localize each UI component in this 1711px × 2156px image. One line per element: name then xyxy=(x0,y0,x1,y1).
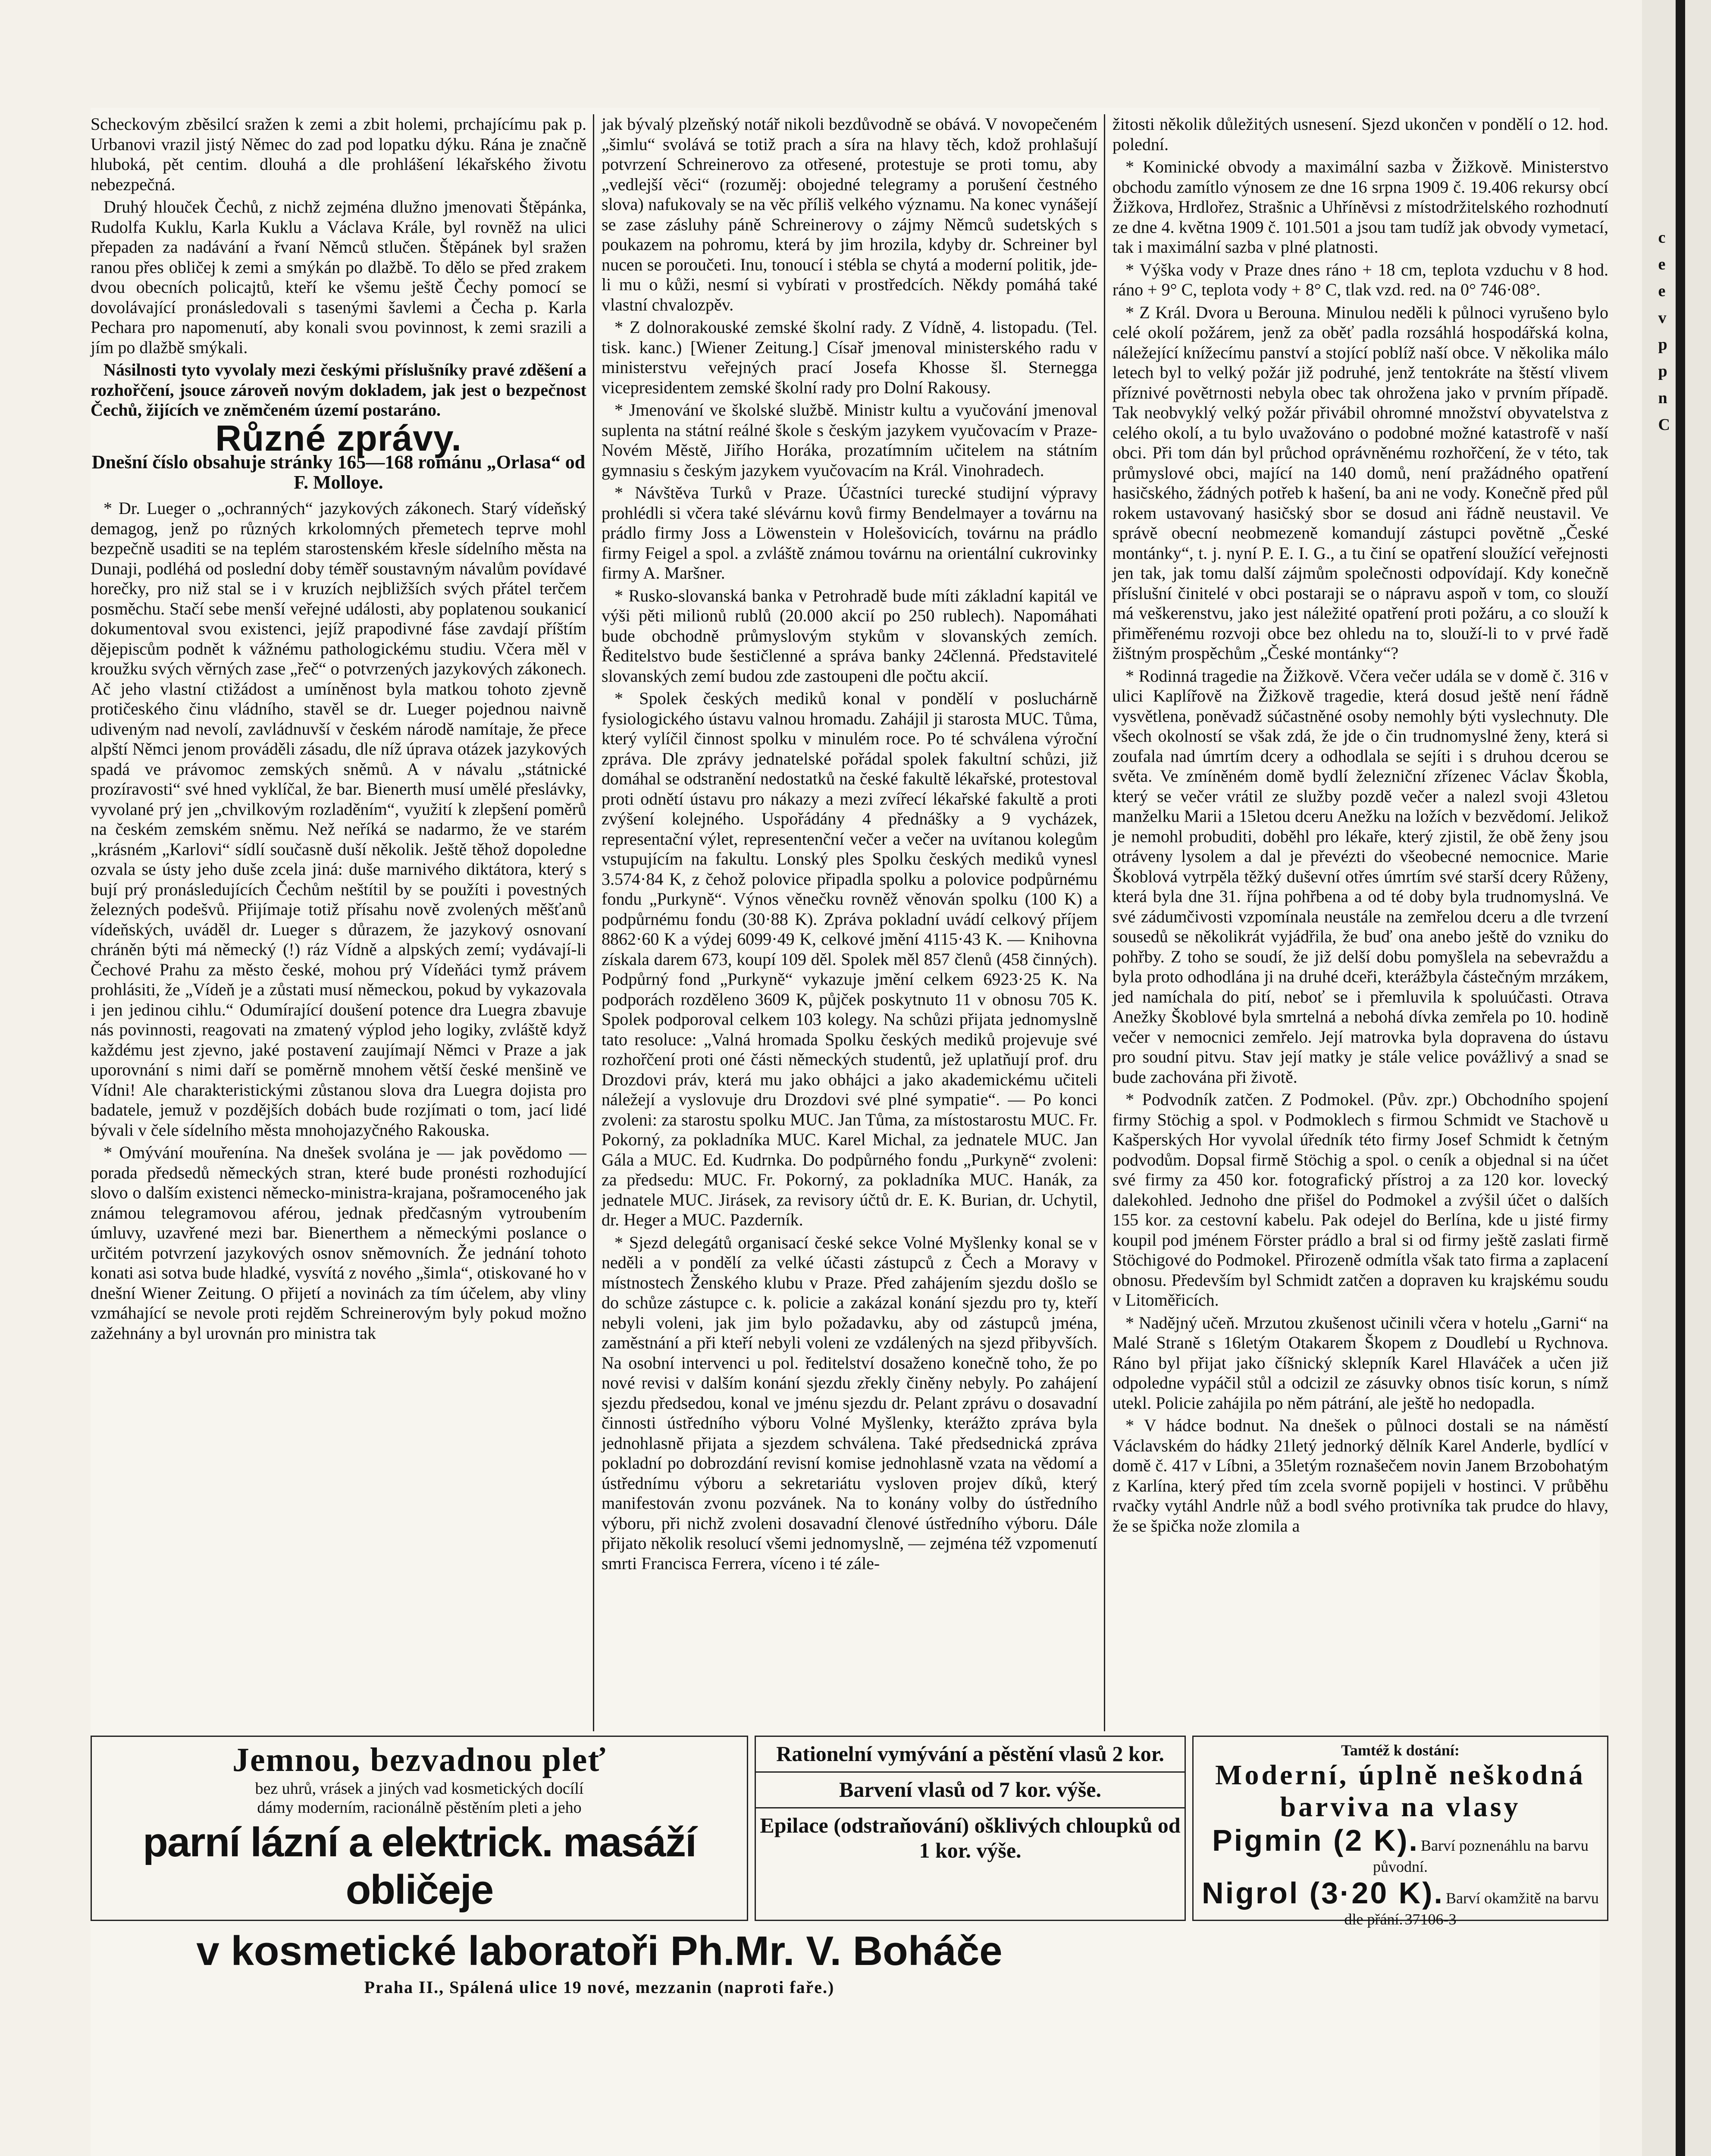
advertisement-block xyxy=(91,1736,1608,1928)
column-divider xyxy=(593,114,594,1731)
ad-text: dámy moderním, racionálně pěstěním pleti a jeho xyxy=(257,1799,582,1817)
ad-title: Moderní, úplně neškodná barviva na vlasy xyxy=(1215,1759,1586,1823)
ad-text: Barví poznenáhlu na barvu původní. xyxy=(1373,1837,1589,1875)
edge-letter: e xyxy=(1658,255,1666,273)
article-paragraph: jak bývalý plzeňský notář nikoli bezdůvodně se obává. V novopečeném „šimlu“ svolává se totiž prach a síra na hlavy těch, kdož prohlašují potvrzení Schreinerovo za otřesené, protestuje se proti tomu, aby „vedlejší věci“ (rozuměj: obojedné telegramy a porušení čestného slova) nafukovaly se na věc příliš velkého významu. Na konec vynášejí se zase zásluhy páně Schreinerovy o zájmy Němců sudetských s poukazem na pohromu, která by jim hrozila, kdyby dr. Schreiner byl nucen se poroučeti. Inu, tonoucí i stébla se chytá a moderní politik, jde-li mu o kůži, nesmí si vybírati v prostředcích. Někdy pomáhá také vlastní chvalozpěv. xyxy=(602,114,1097,314)
article-paragraph: Druhý hlouček Čechů, z nichž zejména dlužno jmenovati Štěpánka, Rudolfa Kuklu, Karla Kuklu a Václava Krále, byl rovněž na ulici přepaden za nadávání a řvaní Němců stlučen. Štěpánek byl sražen ranou přes obličej k zemi a smýkán po dlažbě. To dělo se před zrakem dvou obecních policajtů, kteří ke všemu ještě Čechy pomocí se dovolávající pronásledovali s tasenými šavlemi a Čecha p. Karla Pechara pro napomenutí, aby konali svou povinnost, k zemi srazili a jím po dlažbě smýkali. xyxy=(91,197,586,357)
edge-letter: p xyxy=(1658,335,1667,354)
ad-product: Nigrol (3·20 K). xyxy=(1202,1876,1444,1910)
article-paragraph: * Sjezd delegátů organisací české sekce Volné Myšlenky konal se v neděli a v pondělí za velké účasti zástupců z Čech a Moravy v místnostech Ženského klubu v Praze. Před zahájením sjezdu došlo se do schůze zástupce c. k. policie a zakázal konání sjezdu pro ty, kteří nebyli voleni, jak jim bylo požadavku, aby od zástupců jména, zaměstnání a při kteří nebyli voleni ze vzdálených na sjezd přibyvších. Na osobní intervenci u pol. ředitelství dosaženo konečně toho, že po nové revisi v dalším konání sjezdu zřekly činěny nebyly. Po zahájení sjezdu předsedou, konal ve jménu sjezdu dr. Pelant zprávu o dosavadní činnosti ústředního výboru Volné Myšlenky, kterážto zpráva byla jednohlasně přijata a sjezdem schválena. Také předsednická zpráva pokladní po dobrozdání revisní komise jednohlasně vzata na vědomí a ústřednímu výboru a sekretariátu vysloven projev díků, který manifestován zvonu pozvánek. Na to konány volby do ústředního výboru, při nichž zvoleni dosavadní členové ústředního výboru. Dále přijato několik resolucí všemi jednomyslně, — zejména též vzpomenutí smrti Francisca Ferrera, víceno i té zále- xyxy=(602,1232,1097,1573)
article-paragraph: žitosti několik důležitých usnesení. Sjezd ukončen v pondělí o 12. hod. polední. xyxy=(1112,114,1608,154)
section-subheading: Dnešní číslo obsahuje stránky 165—168 románu „Orlasa“ od F. Molloye. xyxy=(91,451,586,493)
article-paragraph: * Omývání mouřenína. Na dnešek svolána je — jak povědomo — porada předsedů německých stran, které bude pronésti rozhodující slovo o dalším existenci německo-ministra-krajana, pošramoceného jak známou telegramovou aférou, jednak předčasným vytroubením úmluvy, uzavřené mezi bar. Bienerthem a německými poslance o určitém potvrzení jazykových osnov sněmovních. Že jednání tohoto konati asi sotva bude hladké, vysvítá z nového „šimla“, otiskované ho v dnešní Wiener Zeitung. O přijetí a novinách za tím účelem, aby vliny vzmáhající se nevole proti rejděm Schreinerovým byly pokud možno zažehnány a byl urovnán pro ministra tak xyxy=(91,1143,586,1343)
edge-letter: n xyxy=(1658,389,1667,407)
edge-letter: p xyxy=(1658,362,1667,380)
advertisement-hair-dye xyxy=(1192,1736,1608,1928)
article-paragraph: Scheckovým zběsilcí sražen k zemi a zbit holemi, prchajícímu pak p. Urbanovi vrazil jistý Němec do zad pod lopatku dýku. Rána je značně hluboká, pět centim. dlouhá a dle prohlášení lékařského životu nebezpečná. xyxy=(91,114,586,194)
ad-product: Pigmin (2 K). xyxy=(1212,1824,1419,1857)
ad-code: 37106-3 xyxy=(1404,1911,1457,1928)
article-paragraph: * Kominické obvody a maximální sazba v Žižkově. Ministerstvo obchodu zamítlo výnosem ze dne 16 srpna 1909 č. 19.406 rekursy obcí Žižkova, Hrdlořez, Strašnic a Uhříněvsi z místodržitelského rozhodnutí ze dne 4. května 1909 č. 101.501 a jsou tam tudíž jak obvody vymetací, tak i maximální sazba v plné platnosti. xyxy=(1112,157,1608,257)
article-paragraph: * Nadějný učeň. Mrzutou zkušenost učinili včera v hotelu „Garni“ na Malé Straně s 16letým Otakarem Škopem z Doudlebí u Rychnova. Ráno byl přijat jako číšnický sklepník Karel Hlaváček a učen již odpoledne vypáčil stůl a odcizil ze zásuvky obnos tisíc korun, s nímž utekl. Policie zahájila po něm pátrání, ale ještě ho nedopadla. xyxy=(1112,1313,1608,1413)
ad-footer-title: v kosmetické laboratoři Ph.Mr. V. Boháče xyxy=(196,1928,1003,1974)
binding-strip xyxy=(1676,0,1685,2156)
ad-text: Tamtéž k dostání: xyxy=(1341,1742,1460,1759)
column-divider xyxy=(1104,114,1105,1731)
column-2 xyxy=(602,114,1097,1576)
ad-divider xyxy=(756,1807,1185,1808)
ad-text: Barvení vlasů od 7 kor. výše. xyxy=(839,1777,1101,1802)
column-3 xyxy=(1112,114,1608,1539)
ad-footer-address: Praha II., Spálená ulice 19 nové, mezzanin (naproti faře.) xyxy=(364,1977,835,1997)
article-paragraph: * Jmenování ve školské službě. Ministr kultu a vyučování jmenoval suplenta na státní reálné škole s českým jazykem vyučovacím v Praze-Novém Městě, Jiřího Horáka, prozatímním učitelem na státním gymnasiu s českým jazykem vyučovacím na Král. Vinohradech. xyxy=(602,400,1097,480)
article-paragraph: * Návštěva Turků v Praze. Účastníci turecké studijní výpravy prohlédli si včera také slévárnu kovů firmy Bendelmayer a továrnu na prádlo firmy Joss a Löwenstein v Holešovicích, továrnu na prádlo firmy Feigel a spol. a zvláště známou továrnu na orientální cukrovinky firmy A. Maršner. xyxy=(602,483,1097,583)
article-paragraph: * Výška vody v Praze dnes ráno + 18 cm, teplota vzduchu v 8 hod. ráno + 9° C, teplota vody + 8° C, tlak vzd. red. na 0° 746·08°. xyxy=(1112,260,1608,299)
section-heading: Různé zprávy. xyxy=(215,417,462,458)
ad-text: Barví okamžitě na barvu dle přání. xyxy=(1344,1890,1599,1928)
article-paragraph: * Podvodník zatčen. Z Podmokel. (Pův. zpr.) Obchodního spojení firmy Stöchig a spol. v Podmoklech s firmou Schmidt ve Stachově u Kašperských Hor vyvolal úředník této firmy Josef Schmidt k četným podvodům. Dopsal firmě Stöchig a spol. o ceník a objednal si na účet své firmy za 450 kor. fotografický přístroj a za 120 kor. lovecký dalekohled. Jednoho dne přišel do Podmokel a zvýšil účet o dalších 155 kor. za cestovní kabelu. Pak odejel do Berlína, kde u jisté firmy koupil pod jménem Förster prádlo a bral si od firmy ještě zaslati firmě Stöchigové do Podmokel. Přirozeně odmítla však tato firma a zaplacení obnosu. Především byl Schmidt zatčen a dopraven ku krajskému soudu v Litoměřicích. xyxy=(1112,1090,1608,1310)
edge-letters xyxy=(1658,224,1670,438)
article-paragraph: * Rodinná tragedie na Žižkově. Včera večer udála se v domě č. 316 v ulici Kaplířově na Žižkově tragedie, která dosud ještě není řádně vysvětlena, poněvadž súčastněné osoby nemohly býti vyslechnuty. Dle všech okolností se však zdá, že jde o čin trudnomyslné ženy, která si zoufala nad úmrtím dcery a odhodlala se sejíti i s druhou dcerou se světa. Ve zmíněném domě bydlí železniční zřízenec Václav Škobla, který se večer vrátil ze služby pozdě večer a nalezl svoji 43letou manželku Marii a 15letou dceru Anežku na ložích v bezvědomí. Jelikož je nemohl probuditi, doběhl pro lékaře, který zjistil, že obě ženy jsou otráveny lysolem a dal je převézti do všeobecné nemocnice. Marie Škoblová vytrpěla těžký duševní otřes úmrtím své starší dcery Růženy, která byla dne 31. října pohřbena a od té doby byla trudnomyslná. Ve své zádumčivosti vzpomínala neustále na zemřelou dceru a dle tvrzení sousedů se několikrát vyjádřila, že buď ona anebo ještě do vzniku do pohřby. Z toho se soudí, že již delší dobu pomyšlela na sebevraždu a byla proto odhodlána ji na druhé dceři, kterážbyla částečným mrzákem, jed namíchala do pití, neboť se i přemluvila k spoluúčasti. Otrava Anežky Škoblové byla smrtelná a nebohá dívka zemřela po 10. hodině večer v nemocnici zemřelo. Její matrovka byla dopravena do ústavu pro soudní pitvu. Stav její matky je stále velice povážlivý a snad se bude zachována při životě. xyxy=(1112,666,1608,1087)
article-paragraph: * Dr. Lueger o „ochranných“ jazykových zákonech. Starý vídeňský demagog, jenž po různých krkolomných přemetech teprve mohl bezpečně usaditi se na teplém starostenském křesle sídelního města na Dunaji, podléhá od poslední doby téměř soustavným návalům povídavé horečky, pro niž stal se i v kruzích nejbližších svých přátel terčem posměchu. Stačí sebe menší veřejné události, aby poplatenou soukanicí dokumentoval svou existenci, jejíž prapodivné fáse zavdají příštím dějepiscům podnět k vážnému pathologickému studiu. Včera měl v kroužku svých věrných zase „řeč“ o potvrzených jazykových zákonech. Ač jeho vlastní ctižádost a umíněnost byla matkou tohoto zjevně protičeského činu vládního, stavěl se dr. Lueger pojednou naivně udiveným nad nevolí, zavládnuvší v českém národě namítaje, že přece alpští Němci jenom prováděli zásadu, dle níž úprava otázek jazykových spadá ve právomoc zemských sněmů. A v návalu „státnické prozíravosti“ své hned vyklíčal, že bar. Bienerth musí umělé přeslávky, vyvolané prý jen „chvilkovým rozladěním“, využití k zlepšení poměrů na českém zemském sněmu. Než neříká se nadarmo, že ve starém „krásném „Karlovi“ sídlí současně duší několik. Ještě těhož dopoledne ozvala se ústy jeho duše zcela jiná: duše marnivého diktátora, který s bují prý pronásledujících Čechům neštítil by se použíti i povestných železných podešvů. Přijímaje totiž přísahu nově zvolených měšťanů vídeňských, uváděl dr. Lueger s důrazem, že jazykový osnovaní chráněn býti má německý (!) ráz Vídně a alpských zemí; vydávají-li Čechové Prahu za město české, mohou prý Vídeňáci tymž právem prohlásiti, že „Vídeň je a zůstati musí německou, pokud by vykazovala i jen jedinou cihlu.“ Odumírající doušení potence dra Luegra zbavuje nás povinnosti, reagovati na zmatený výplod jeho logiky, zvláště když každému jest zjevno, jaké postavení zaujímají Němci v Praze a jak uporovnání s nimi daří se poměrně mnohem větší české menšině ve Vídni! Ale charakteristickými zůstanou slova dra Luegra dojista pro badatele, jemuž v pozdějších dobách bude rozjímati o tom, jací lidé bývali v čele sídelního města mnohojazyčného Rakouska. xyxy=(91,498,586,1140)
article-paragraph: * Z dolnorakouské zemské školní rady. Z Vídně, 4. listopadu. (Tel. tisk. kanc.) [Wiener Zeitung.] Císař jmenoval ministerského radu v ministerstvu veřejných prací Josefa Khosse šl. Sternegga vicepresidentem zemské školní rady pro Dolní Rakousy. xyxy=(602,317,1097,397)
article-paragraph: * Spolek českých mediků konal v pondělí v posluchárně fysiologického ústavu valnou hromadu. Zahájil ji starosta MUC. Tůma, který vylíčil činnost spolku v minulém roce. Po té schválena výroční zpráva. Dle zprávy jednatelské pořádal spolek fakultní schůzi, již domáhal se odstranění nedostatků na české fakultě lékařské, protestoval proti odnětí ústavu pro nákazy a mezi zvířecí lékařské fakultě a proti zvýšení kolejného. Uspořádány 4 přednášky a 9 vycházek, representační výlet, representenční večer a večer na uvítanou kolegům vstupujícím na fakultu. Lonský ples Spolku českých mediků vynesl 3.574·84 K, z čehož polovice připadla spolku a polovice podpůrnému fondu „Purkyně“. Výnos věnečku rovněž věnován spolku (100 K) a podpůrnému fondu (30·88 K). Zpráva pokladní uvádí celkový příjem 8862·60 K a výdej 6099·49 K, celkové jmění 4115·43 K. — Knihovna získala darem 673, koupí 109 děl. Spolek měl 857 členů (458 činných). Podpůrný fond „Purkyně“ vykazuje jmění celkem 6923·25 K. Na podporách rozděleno 3609 K, půjček poskytnuto 11 v obnosu 705 K. Spolek podporoval celkem 103 kolegy. Na schůzi přijata jednomyslně tato resoluce: „Valná hromada Spolku českých mediků projevuje své rozhořčení proti oné části německých studentů, jež uplatňují prof. dru Drozdovi práv, která mu jako obhájci a jako akademickému učiteli náležejí a vyslovuje dru Drozdovi své plné sympatie“. — Po konci zvoleni: za starostu spolku MUC. Jan Tůma, za místostarostu MUC. Fr. Pokorný, za pokladníka MUC. Karel Michal, za jednatele MUC. Jan Gála a MUC. Ed. Kudrnka. Do podpůrného fondu „Purkyně“ zvoleni: za předsedu: MUC. Fr. Pokorný, za pokladníka MUC. Hanák, za jednatele MUC. Jirásek, za revisory účtů dr. E. K. Burian, dr. Uchytil, dr. Heger a MUC. Pazderník. xyxy=(602,689,1097,1229)
advertisement-hair-care xyxy=(755,1736,1186,1921)
ad-text: bez uhrů, vrásek a jiných vad kosmetických docílí xyxy=(255,1780,584,1798)
article-paragraph: * V hádce bodnut. Na dnešek o půlnoci dostali se na náměstí Václavském do hádky 21letý jednorký dělník Karel Anderle, bydlící v domě č. 417 v Líbni, a 35letým roznašečem novin Janem Brzobohatým z Karlína, který před tím zcela svorně popijeli v hostinci. V průběhu rvačky vytáhl Andrle nůž a bodl svého protivníka tak prudce do hlavy, že se špička nože zlomila a xyxy=(1112,1416,1608,1536)
ad-text: Epilace (odstraňování) ošklivých chloupků od 1 kor. výše. xyxy=(760,1813,1181,1862)
edge-letter: c xyxy=(1658,229,1666,247)
article-paragraph: * Z Král. Dvora u Berouna. Minulou neděli k půlnoci vyrušeno bylo celé okolí požárem, jenž za oběť padla rozsáhlá hospodářská kolna, náležející knížecímu panství a stojící poblíž naší obce. V několika málo letech byl to velký požár již podruhé, jenž tentokráte na štěstí vlivem příznivé povětrnosti nebyla obec tak ohrožena jako v prvním případě. Tak neobvyklý velký požár přivábil ohromné množství obyvatelstva z celého okolí, a tu bylo uvažováno o podobné možné katastrofě v naší obci. Při tom dán byl průchod oprávněnému rozhořčení, že v této, tak průmyslové obci, mající na 140 domů, není pražádného opatření hasičského, žádných potřeb k hašení, ba ani ne vody. Konečně před půl rokem ustavovaný hasičský sbor se dosud ani řádně neustavil. Ve správě obecní neobmezeně komandují zástupci povětně „České montánky“, t. j. nyní P. E. I. G., a tu činí se opatření sloužící veřejnosti jen tak, jak tomu další zájmům společnosti odpovídají. Kdy konečně příslušní činitelé v obci postaraji se o nápravu aspoň v tom, co slouží má veškerenstvu, jako jest náležité opatření proti požáru, a co slouží k přiměřenému rozvoji obce bez ohledu na to, slouží-li to v prvé řadě žištným prospěchům „České montánky“? xyxy=(1112,302,1608,663)
advertisement-cosmetics xyxy=(91,1736,748,1921)
ad-headline: parní lázní a elektrick. masáží obličeje xyxy=(143,1819,696,1913)
column-1 xyxy=(91,114,586,1346)
edge-letter: v xyxy=(1658,309,1667,327)
edge-letter: e xyxy=(1658,282,1666,300)
edge-letter: C xyxy=(1658,416,1670,434)
ad-text: Rationelní vymývání a pěstění vlasů 2 kor. xyxy=(776,1742,1164,1766)
ad-divider xyxy=(756,1771,1185,1773)
article-paragraph: Násilnosti tyto vyvolaly mezi českými příslušníky pravé zděšení a rozhořčení, jsouce zároveň novým dokladem, jak jest o bezpečnost Čechů, žijících ve zněmčeném území postaráno. xyxy=(91,360,586,420)
article-paragraph: * Rusko-slovanská banka v Petrohradě bude míti základní kapitál ve výši pěti milionů rublů (20.000 akcií po 250 rublech). Napomáhati bude obchodně průmyslovým stykům v slovanských zemích. Ředitelstvo bude šestičlenné a správa banky 24členná. Představitelé slovanských zemí budou zde zastoupeni dle počtu akcií. xyxy=(602,586,1097,686)
ad-title: Jemnou, bezvadnou pleť xyxy=(232,1741,606,1778)
